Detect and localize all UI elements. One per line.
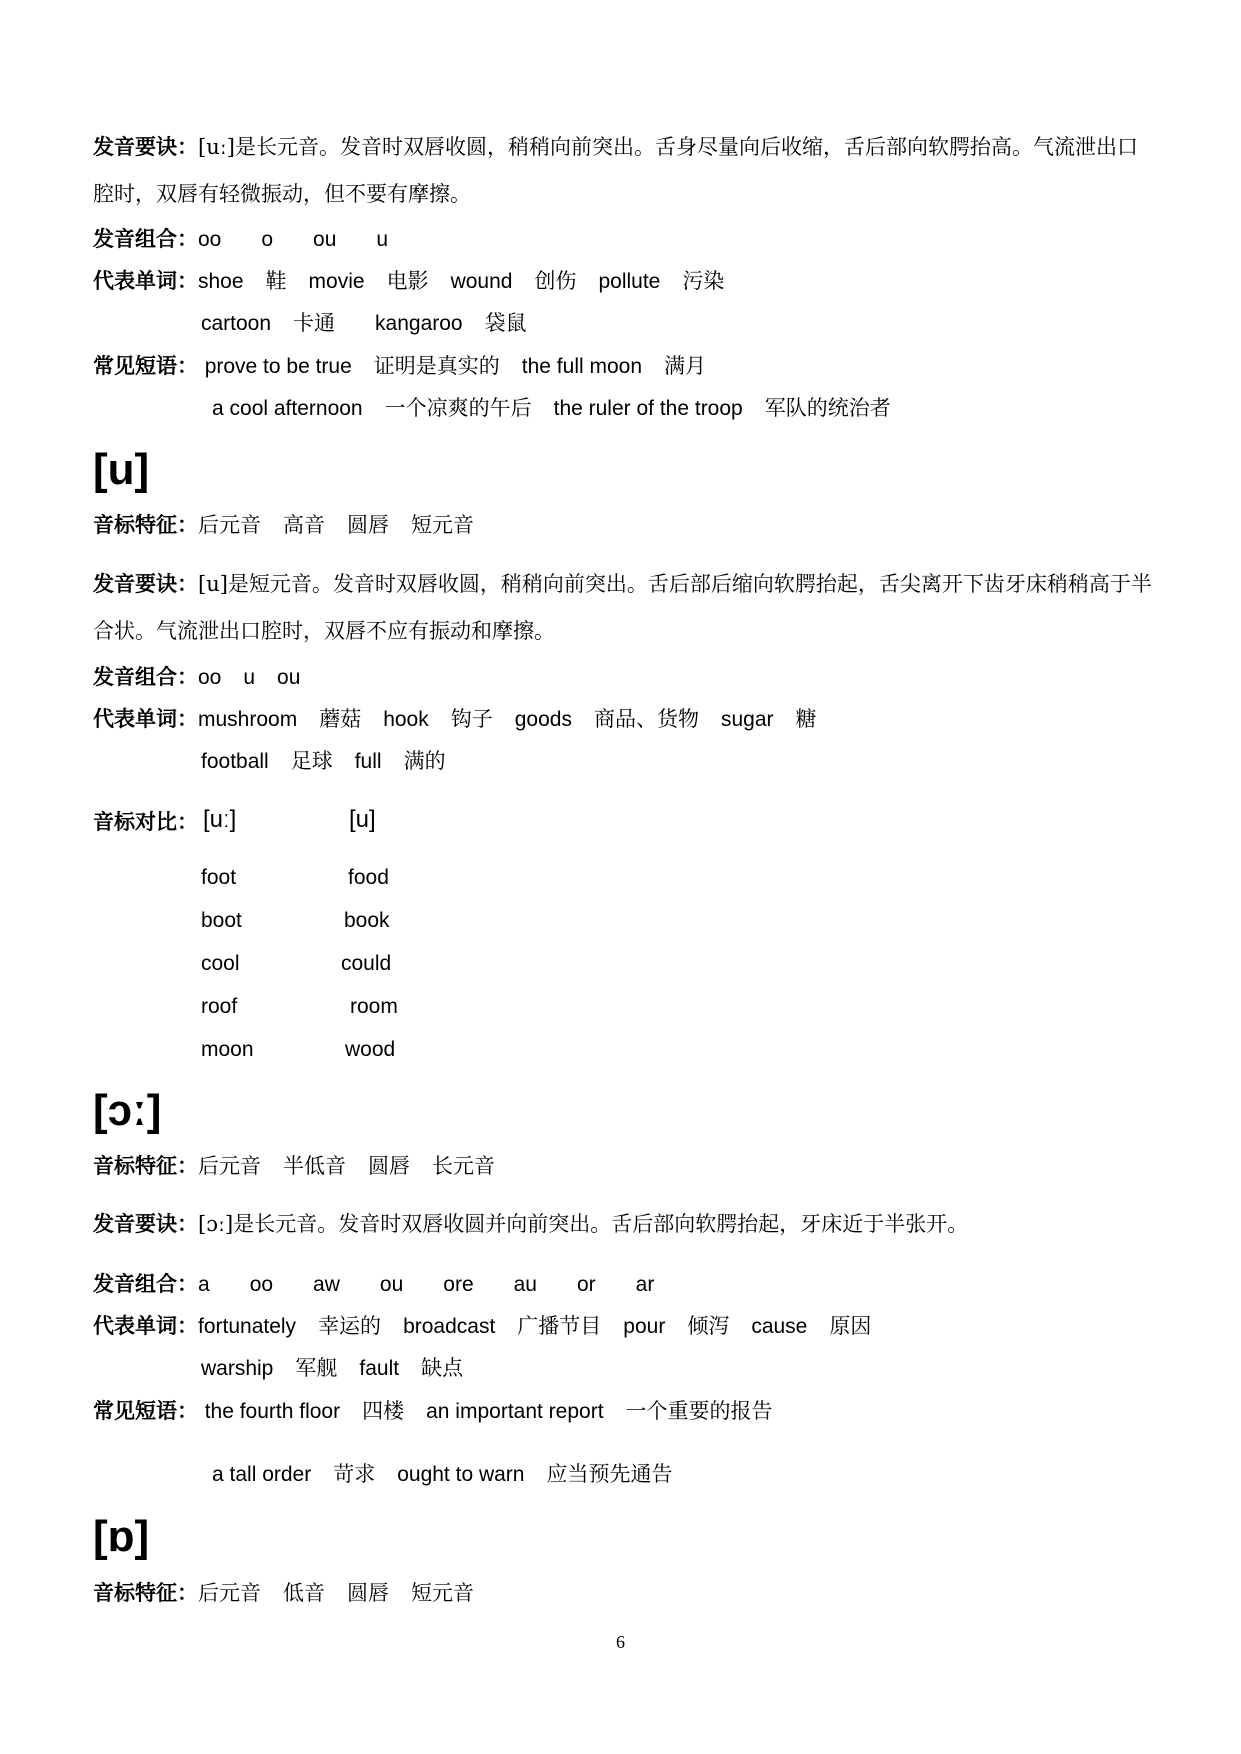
feature-item: 圆唇	[347, 513, 389, 537]
combination-item: or	[576, 1273, 596, 1296]
word-cn: 创伤	[534, 269, 577, 293]
section-label: 发音要诀：	[93, 1212, 198, 1236]
combination-item: u	[243, 666, 256, 689]
combination-item: aw	[313, 1273, 340, 1296]
word-en: goods	[514, 708, 572, 731]
phrases-line	[93, 1397, 773, 1426]
word-en: hook	[383, 708, 429, 731]
requirement-text: [uː]是长元音。发音时双唇收圆，稍稍向前突出。舌身尽量向后收缩，舌后部向软腭抬高。气流泄出口	[198, 135, 1138, 159]
combination-item: o	[261, 228, 274, 251]
compare-word-b: food	[348, 866, 389, 889]
section-label: 音标特征：	[93, 513, 198, 537]
features-line	[93, 1152, 495, 1180]
word-en: wound	[450, 270, 513, 293]
phrase-cn: 苛求	[333, 1462, 376, 1486]
section-label: 音标特征：	[93, 1154, 198, 1178]
compare-word-b: could	[341, 952, 392, 975]
phrase-en: a tall order	[212, 1463, 312, 1486]
section-label: 代表单词：	[93, 269, 198, 293]
combination-item: ore	[443, 1273, 474, 1296]
compare-symbol-a: [uː]	[203, 806, 237, 833]
requirement-text: [ɔː]是长元音。发音时双唇收圆并向前突出。舌后部向软腭抬起，牙床近于半张开。	[198, 1212, 969, 1236]
phrase-en: a cool afternoon	[212, 397, 363, 420]
requirement-text: [u]是短元音。发音时双唇收圆，稍稍向前突出。舌后部后缩向软腭抬起，舌尖离开下齿牙床稍稍高于半	[198, 572, 1152, 596]
requirement-line	[93, 1210, 968, 1238]
word-en: warship	[201, 1357, 274, 1380]
feature-item: 后元音	[198, 1154, 261, 1178]
word-cn: 足球	[290, 749, 333, 773]
word-cn: 蘑菇	[319, 707, 362, 731]
word-en: kangaroo	[375, 312, 463, 335]
requirement-line	[93, 133, 1138, 161]
requirement-line	[93, 570, 1152, 598]
word-cn: 糖	[795, 707, 817, 731]
section-label: 音标对比：	[93, 810, 198, 834]
section-label: 发音组合：	[93, 1272, 198, 1296]
feature-item: 短元音	[411, 513, 474, 537]
word-en: sugar	[720, 708, 774, 731]
feature-item: 短元音	[411, 1581, 474, 1605]
compare-word-b: book	[344, 909, 390, 932]
requirement-text: 合状。气流泄出口腔时，双唇不应有振动和摩擦。	[93, 619, 555, 643]
page-number: 6	[616, 1632, 625, 1652]
phrase-cn: 应当预先通告	[546, 1462, 673, 1486]
phrase-cn: 满月	[664, 354, 707, 378]
requirement-line-2	[93, 617, 555, 645]
requirement-text: 腔时，双唇有轻微振动，但不要有摩擦。	[93, 182, 471, 206]
compare-symbol-b: [u]	[349, 806, 376, 833]
phrase-cn: 一个重要的报告	[625, 1399, 773, 1423]
phonetic-heading: [ɒ]	[93, 1512, 150, 1561]
word-cn: 倾泻	[687, 1314, 730, 1338]
section-label: 音标特征：	[93, 1581, 198, 1605]
section-label: 发音组合：	[93, 227, 198, 251]
phrase-cn: 四楼	[362, 1399, 405, 1423]
feature-item: 半低音	[283, 1154, 346, 1178]
combination-item: oo	[198, 666, 222, 689]
feature-item: 后元音	[198, 1581, 261, 1605]
word-cn: 原因	[829, 1314, 872, 1338]
phrases-line-2	[212, 394, 891, 423]
compare-word-a: moon	[201, 1038, 254, 1061]
word-cn: 袋鼠	[484, 311, 527, 335]
word-cn: 污染	[682, 269, 725, 293]
compare-word-a: foot	[201, 866, 237, 889]
word-cn: 广播节目	[517, 1314, 602, 1338]
words-line-2	[201, 1354, 463, 1383]
phrase-en: the full moon	[521, 355, 643, 378]
compare-word-a: cool	[201, 952, 240, 975]
phrase-en: the fourth floor	[204, 1400, 341, 1423]
words-line-2	[201, 747, 446, 776]
section-label: 常见短语：	[93, 354, 198, 378]
phrase-cn: 军队的统治者	[764, 396, 891, 420]
word-en: movie	[308, 270, 365, 293]
feature-item: 高音	[283, 513, 325, 537]
section-label: 发音组合：	[93, 665, 198, 689]
phrase-en: prove to be true	[204, 355, 352, 378]
phonetic-heading: [u]	[93, 445, 150, 494]
section-label: 代表单词：	[93, 1314, 198, 1338]
word-en: mushroom	[198, 708, 298, 731]
section-label: 发音要诀：	[93, 572, 198, 596]
combination-item: ou	[277, 666, 301, 689]
features-line	[93, 511, 474, 539]
requirement-line-2	[93, 180, 471, 208]
word-cn: 缺点	[421, 1356, 464, 1380]
word-en: broadcast	[403, 1315, 496, 1338]
word-cn: 幸运的	[318, 1314, 382, 1338]
combination-item: a	[198, 1273, 210, 1296]
combination-item: ou	[313, 228, 337, 251]
combination-line	[93, 663, 300, 692]
compare-word-b: room	[350, 995, 398, 1018]
word-en: cartoon	[201, 312, 272, 335]
phrases-line	[93, 352, 706, 381]
feature-item: 圆唇	[347, 1581, 389, 1605]
words-line	[93, 705, 817, 734]
phrase-en: the ruler of the troop	[553, 397, 743, 420]
words-line	[93, 1312, 871, 1341]
combination-item: au	[513, 1273, 537, 1296]
combination-item: oo	[198, 228, 222, 251]
phrase-cn: 证明是真实的	[373, 354, 500, 378]
word-cn: 电影	[386, 269, 429, 293]
words-line-2	[201, 309, 527, 338]
compare-line	[93, 808, 198, 836]
word-en: fortunately	[198, 1315, 297, 1338]
feature-item: 长元音	[432, 1154, 495, 1178]
combination-item: oo	[249, 1273, 274, 1296]
feature-item: 后元音	[198, 513, 261, 537]
feature-item: 低音	[283, 1581, 325, 1605]
combination-item: ou	[379, 1273, 404, 1296]
word-cn: 满的	[403, 749, 446, 773]
compare-word-b: wood	[345, 1038, 396, 1061]
word-en: fault	[359, 1357, 400, 1380]
word-en: shoe	[198, 270, 244, 293]
phrase-cn: 一个凉爽的午后	[384, 396, 532, 420]
word-en: cause	[751, 1315, 808, 1338]
combination-line	[93, 225, 388, 254]
word-cn: 鞋	[265, 269, 287, 293]
word-en: pour	[623, 1315, 666, 1338]
word-en: pollute	[598, 270, 661, 293]
combination-line	[93, 1270, 654, 1299]
compare-word-a: roof	[201, 995, 238, 1018]
combination-item: u	[376, 228, 389, 251]
word-cn: 钩子	[450, 707, 493, 731]
word-cn: 商品、货物	[593, 707, 699, 731]
features-line	[93, 1579, 474, 1607]
phonetic-heading: [ɔː]	[93, 1086, 162, 1135]
section-label: 常见短语：	[93, 1399, 198, 1423]
phrase-en: ought to warn	[397, 1463, 525, 1486]
compare-word-a: boot	[201, 909, 242, 932]
phrase-en: an important report	[426, 1400, 604, 1423]
section-label: 发音要诀：	[93, 135, 198, 159]
phrases-line-2	[212, 1460, 672, 1489]
word-en: full	[354, 750, 382, 773]
combination-item: ar	[635, 1273, 655, 1296]
word-cn: 军舰	[295, 1356, 338, 1380]
section-label: 代表单词：	[93, 707, 198, 731]
words-line	[93, 267, 724, 296]
word-cn: 卡通	[293, 311, 336, 335]
feature-item: 圆唇	[368, 1154, 410, 1178]
word-en: football	[201, 750, 269, 773]
